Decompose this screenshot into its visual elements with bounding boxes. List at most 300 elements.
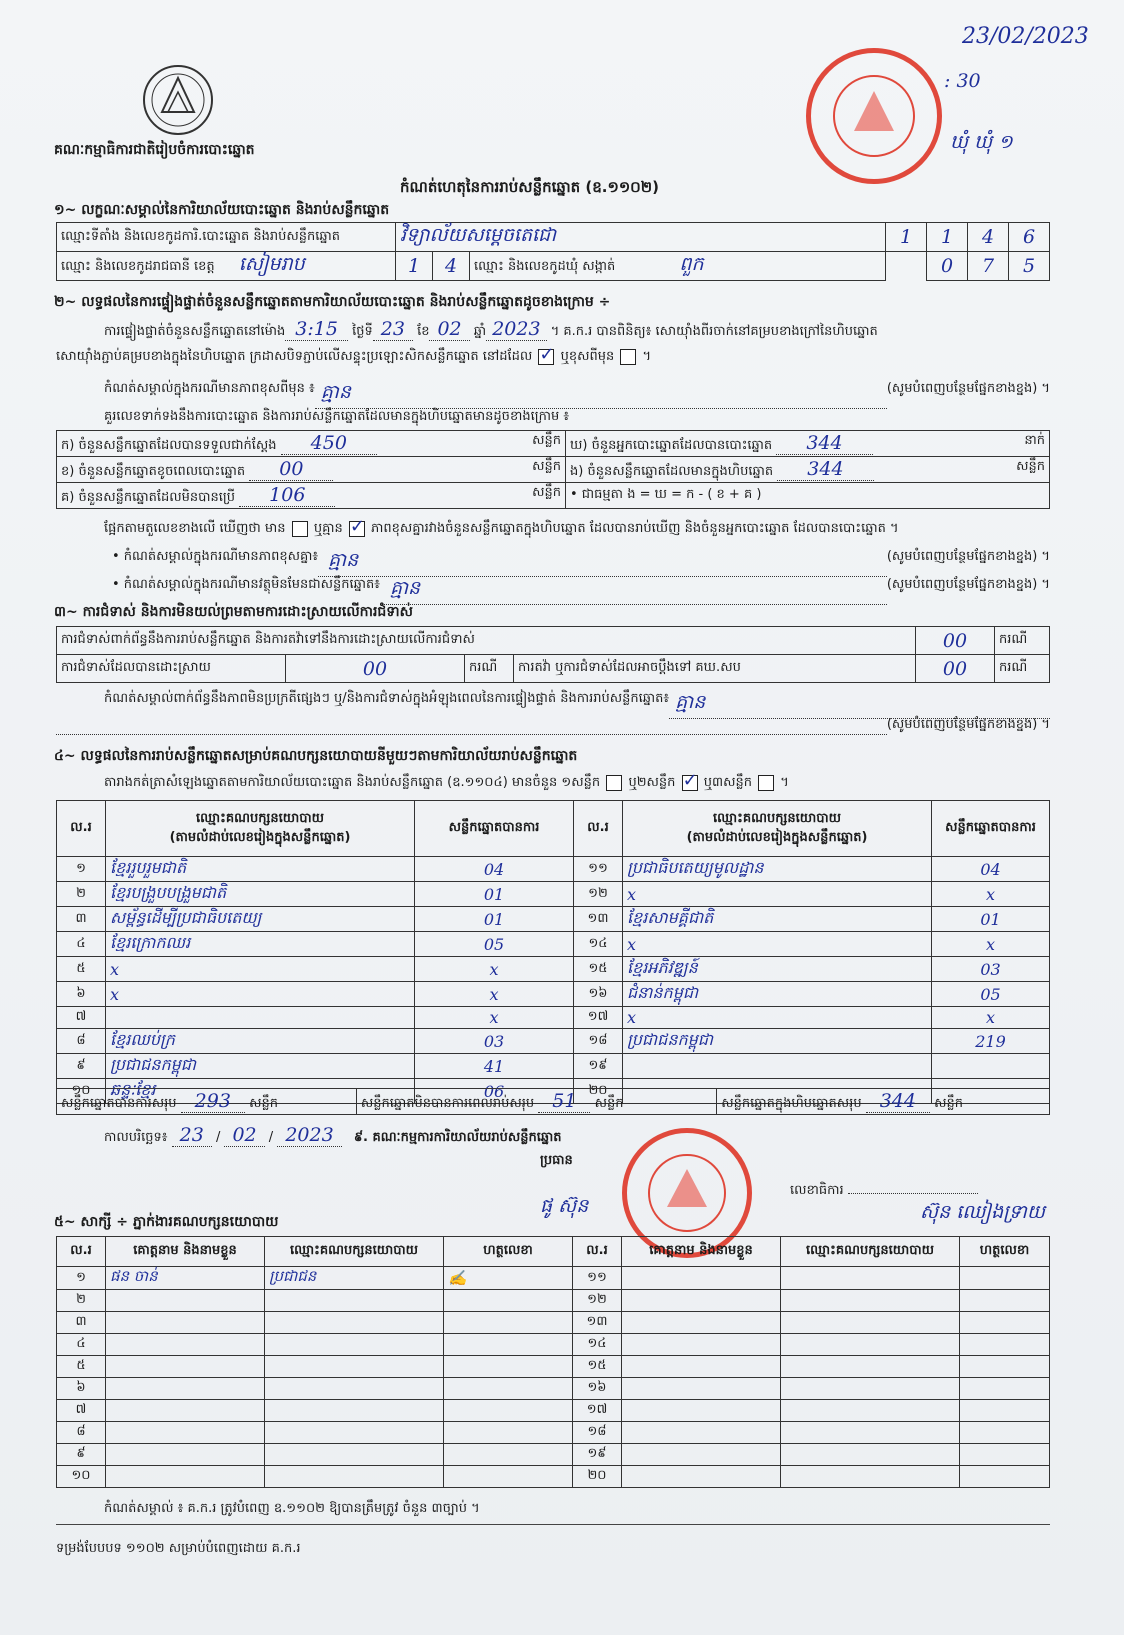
r1-code-2: 1 <box>927 223 968 252</box>
obj-suffix: (សូមបំពេញបន្ថែមផ្នែកខាងខ្នង) ។ <box>886 577 1050 592</box>
witness-signature <box>444 1334 573 1356</box>
witness-signature <box>960 1267 1050 1290</box>
witness-name <box>106 1444 265 1466</box>
witness-signature <box>960 1422 1050 1444</box>
witness-row <box>57 1400 1050 1422</box>
witness-signature <box>444 1356 573 1378</box>
witness-name <box>106 1356 265 1378</box>
witness-name <box>106 1466 265 1488</box>
witness-signature <box>960 1356 1050 1378</box>
committee-label: ៩. គណៈកម្មការការិយាល័យរាប់សន្លឹកឆ្នោត <box>353 1130 562 1145</box>
two-sheet-checkbox[interactable] <box>682 775 698 791</box>
verify-text-a: ការផ្ទៀងផ្ទាត់ចំនួនសន្លឹកឆ្នោតនៅម៉ោង <box>104 324 286 339</box>
result-no: ១២ <box>574 882 623 907</box>
date-label: កាលបរិច្ឆេទ៖ <box>104 1130 168 1145</box>
witness-signature <box>444 1422 573 1444</box>
result-votes: x <box>415 957 574 982</box>
ngo-label: ង) ចំនួនសន្លឹកឆ្នោតដែលមានក្នុងហិបឆ្នោត <box>570 463 774 479</box>
result-votes: 04 <box>932 857 1050 882</box>
diff-label: • កំណត់សម្គាល់ក្នុងករណីមានភាពខុសគ្នា៖ <box>112 549 319 564</box>
result-row <box>57 857 1050 882</box>
ka-unit: សន្លឹក <box>532 432 561 448</box>
kho-label: ឃ) ចំនួនអ្នកបោះឆ្នោតដែលបានបោះឆ្នោត <box>570 437 773 453</box>
witness-signature <box>444 1444 573 1466</box>
witness-no: ៣ <box>57 1312 106 1334</box>
official-stamp-top <box>806 48 942 184</box>
verify-line1 <box>104 318 1050 342</box>
witness-no: ១០ <box>57 1466 106 1488</box>
kha-cell <box>57 457 566 483</box>
result-votes: 01 <box>415 907 574 932</box>
witness-name <box>622 1466 781 1488</box>
verify-line2-text: សោយ៉ាំងភ្ជាប់គម្របខាងក្នុងនៃហិបឆ្នោត ក្រដាសបិទភ្ជាប់លើសន្ទុះប្រឡោះសិកសន្លឹកឆ្នោត នៅដដែល <box>56 349 533 364</box>
wit-col-party-l: ឈ្មោះគណបក្សនយោបាយ <box>265 1237 444 1267</box>
witness-signature <box>444 1400 573 1422</box>
result-votes: 05 <box>932 982 1050 1007</box>
verify-month: 02 <box>429 318 469 341</box>
wit-col-name-r: គោត្តនាម និងនាមខ្លួន <box>622 1237 781 1267</box>
s3-note-line <box>104 690 1050 719</box>
witness-name <box>106 1378 265 1400</box>
result-party: ប្រជាជនកម្ពុជា <box>106 1054 415 1079</box>
witness-name <box>106 1422 265 1444</box>
ka-cell <box>57 431 566 457</box>
result-no: ៧ <box>57 1007 106 1029</box>
diff-line <box>112 548 1050 577</box>
result-party: x <box>623 932 932 957</box>
verify-text-e: ។ គ.ក.រ បានពិនិត្យ៖ សោយ៉ាំងពីរចាក់នៅគម្របខាងក្រៅនៃហិបឆ្នោត <box>550 324 878 339</box>
witness-name <box>106 1334 265 1356</box>
witness-party <box>265 1444 444 1466</box>
s3-note-value: គ្មាន <box>669 690 1050 719</box>
res-col-votes-r: សន្លឹកឆ្នោតបានការ <box>932 801 1050 857</box>
document-title: កំណត់ហេតុនៃការរាប់សន្លឹកឆ្នោត (ឧ.១១០២) <box>400 178 660 196</box>
result-votes: x <box>932 1007 1050 1029</box>
note1-line <box>104 380 1050 409</box>
witness-row <box>57 1312 1050 1334</box>
witness-signature <box>444 1466 573 1488</box>
res-col-party-l <box>106 801 415 857</box>
section5-heading: ៥~ សាក្សី ÷ ភ្នាក់ងារគណបក្សនយោបាយ <box>54 1214 279 1230</box>
result-votes: 03 <box>415 1029 574 1054</box>
witness-row <box>57 1422 1050 1444</box>
res-col-party-l-1: ឈ្មោះគណបក្សនយោបាយ <box>196 810 324 826</box>
r2-label2-text: ឈ្មោះ និងលេខកូដឃុំ សង្កាត់ <box>474 259 616 274</box>
ngo-cell <box>566 457 1050 483</box>
witness-party <box>781 1334 960 1356</box>
result-party: ខ្មែរឈប់ក្រ <box>106 1029 415 1054</box>
total-invalid: 51 <box>538 1090 590 1113</box>
res-col-party-l-2: (តាមលំដាប់លេខរៀងក្នុងសន្លឹកឆ្នោត) <box>169 829 351 845</box>
witness-row <box>57 1444 1050 1466</box>
result-party: ឆន្ទៈខ្មែរ <box>106 1079 415 1104</box>
chair-signature: ផូ ស៊ុន <box>540 1195 589 1217</box>
kho-value: 344 <box>776 432 872 455</box>
section3-table <box>56 626 1050 683</box>
kha-value: 00 <box>249 458 333 481</box>
witness-party <box>781 1400 960 1422</box>
handwritten-note: ឃុំ ឃុំ ១ <box>950 131 1013 153</box>
verify-day: 23 <box>373 318 413 341</box>
compare-b: ឬគ្មាន <box>313 521 343 536</box>
footer-note: កំណត់សម្គាល់ ៖ គ.ក.រ ត្រូវបំពេញ ឧ.១១០២ ឱ្យបានត្រឹមត្រូវ ចំនួន ៣ច្បាប់ ។ <box>104 1501 480 1516</box>
witness-row <box>57 1267 1050 1290</box>
wit-col-no-l: ល.រ <box>57 1237 106 1267</box>
obj-line <box>112 576 1050 605</box>
witness-party <box>781 1312 960 1334</box>
result-party: ខ្មែររួបរួមជាតិ <box>106 857 415 882</box>
note1-suffix: (សូមបំពេញបន្ថែមផ្នែកខាងខ្នង) ។ <box>886 381 1050 396</box>
section1-table <box>56 222 1050 281</box>
witness-signature <box>960 1290 1050 1312</box>
results-table <box>56 800 1050 1104</box>
result-no: ១៨ <box>574 1029 623 1054</box>
result-row <box>57 1007 1050 1029</box>
totals-table <box>56 1088 1050 1115</box>
compare-line <box>104 520 1050 539</box>
result-party: ខ្មែរបង្រួបបង្រួមជាតិ <box>106 882 415 907</box>
witness-party <box>265 1290 444 1312</box>
verify-time: 3:15 <box>285 318 348 341</box>
result-no: ១៥ <box>574 957 623 982</box>
result-row <box>57 882 1050 907</box>
witness-party <box>781 1290 960 1312</box>
ka-value: 450 <box>281 432 377 455</box>
result-party: ខ្មែរក្រោកឈរ <box>106 932 415 957</box>
witness-no: ៥ <box>57 1356 106 1378</box>
witness-name <box>106 1312 265 1334</box>
r2-label-text: ឈ្មោះ និងលេខកូដរាជធានី ខេត្ត <box>61 259 215 274</box>
witness-name <box>622 1378 781 1400</box>
r2-label2 <box>470 252 886 281</box>
r1-code-3: 4 <box>968 223 1009 252</box>
witness-signature <box>444 1312 573 1334</box>
witness-name <box>622 1400 781 1422</box>
witness-party <box>265 1422 444 1444</box>
witness-party <box>265 1466 444 1488</box>
secretary-label: លេខាធិការ <box>790 1183 844 1198</box>
result-no: ១៣ <box>574 907 623 932</box>
s3-note-suffix: (សូមបំពេញបន្ថែមផ្នែកខាងខ្នង) ។ <box>886 717 1050 732</box>
witness-party <box>265 1356 444 1378</box>
note1-value: គ្មាន <box>315 380 887 409</box>
verify-text-d: ឆ្នាំ <box>473 324 487 339</box>
footer-divider <box>56 1524 1050 1525</box>
s3-r2-label2: ការតវ៉ា ឬការជំទាស់ដែលអាចប្ដឹងទៅ គឃ.សប <box>514 655 916 683</box>
kha-label: ខ) ចំនួនសន្លឹកឆ្នោតខូចពេលបោះឆ្នោត <box>61 463 246 479</box>
witness-no: ៤ <box>57 1334 106 1356</box>
wit-col-name-l: គោត្តនាម និងនាមខ្លួន <box>106 1237 265 1267</box>
date-line: កាលបរិច្ឆេទ៖ 23 / 02 / 2023 ៩. គណៈកម្មការការិយាល័យរាប់សន្លឹកឆ្នោត <box>104 1124 562 1146</box>
result-party: x <box>623 882 932 907</box>
witness-signature <box>444 1290 573 1312</box>
r2-value2: ពួក <box>679 253 704 275</box>
r2-code2-1: 0 <box>927 252 968 281</box>
witness-no: ៩ <box>57 1444 106 1466</box>
r1-code-1: 1 <box>886 223 927 252</box>
witness-party <box>781 1378 960 1400</box>
result-party: ជំនាន់កម្ពុជា <box>623 982 932 1007</box>
ngo-value: 344 <box>777 458 873 481</box>
result-row <box>57 1029 1050 1054</box>
handwritten-date: 23/02/2023 <box>962 24 1089 49</box>
verify-text-c: ខែ <box>417 324 430 339</box>
res-col-votes-l: សន្លឹកឆ្នោតបានការ <box>415 801 574 857</box>
total-box-cell <box>717 1089 1050 1115</box>
witness-no: ១៣ <box>573 1312 622 1334</box>
witness-party <box>781 1444 960 1466</box>
witness-name <box>622 1312 781 1334</box>
witness-party <box>781 1466 960 1488</box>
result-no: ៩ <box>57 1054 106 1079</box>
witness-no: ១៥ <box>573 1356 622 1378</box>
result-party <box>106 1007 415 1029</box>
witness-table <box>56 1236 1050 1488</box>
total-invalid-unit: សន្លឹក <box>594 1095 624 1111</box>
result-votes: 01 <box>415 882 574 907</box>
wit-col-sign-r: ហត្ថលេខា <box>960 1237 1050 1267</box>
section3-heading: ៣~ ការជំទាស់ និងការមិនយល់ព្រមតាមការដោះស្រាយលើការជំទាស់ <box>54 604 413 620</box>
date-year: 2023 <box>277 1124 341 1147</box>
result-party: ប្រជាជនកម្ពុជា <box>623 1029 932 1054</box>
witness-name <box>622 1334 781 1356</box>
same-checkbox[interactable] <box>538 349 554 365</box>
result-no: ៥ <box>57 957 106 982</box>
result-row <box>57 1054 1050 1079</box>
result-no: ៤ <box>57 932 106 957</box>
obj-value: គ្មាន <box>380 576 887 605</box>
r2-code-1: 1 <box>396 252 433 281</box>
compare-a: ផ្អែកតាមតួលេខខាងលើ ឃើញថា មាន <box>104 521 286 536</box>
witness-row <box>57 1378 1050 1400</box>
chair-label: ប្រធាន <box>540 1153 573 1168</box>
obj-label: • កំណត់សម្គាល់ក្នុងករណីមានវត្ថុមិនមែនជាសន្លឹកឆ្នោត៖ <box>112 577 380 592</box>
section1-heading: ១~ លក្ខណៈសម្គាល់នៃការិយាល័យបោះឆ្នោត និងរាប់សន្លឹកឆ្នោត <box>54 202 390 218</box>
witness-party <box>781 1267 960 1290</box>
ko-cell <box>57 483 566 509</box>
total-valid-cell <box>57 1089 357 1115</box>
s3-note-line2 <box>56 716 1050 735</box>
diff-value: គ្មាន <box>318 548 887 577</box>
res-col-party-r-2: (តាមលំដាប់លេខរៀងក្នុងសន្លឹកឆ្នោត) <box>686 829 868 845</box>
result-party: x <box>106 957 415 982</box>
total-valid-label: សន្លឹកឆ្នោតបានការសរុប <box>61 1095 177 1111</box>
s3-note-label: កំណត់សម្គាល់ពាក់ព័ន្ធនឹងភាពមិនប្រក្រតីផ្សេងៗ ឬ/និងការជំទាស់ក្នុងអំឡុងពេលនៃការផ្ទៀងផ្ទាត់ និងការរាប់សន្លឹកឆ្នោត៖ <box>104 691 670 706</box>
result-votes <box>932 1054 1050 1079</box>
result-row <box>57 932 1050 957</box>
note1-label: កំណត់សម្គាល់ក្នុងករណីមានភាពខុសពីមុន ៖ <box>104 381 315 396</box>
form-note: ទម្រង់បែបបទ ១១០២ សម្រាប់បំពេញដោយ គ.ក.រ <box>56 1541 301 1556</box>
witness-signature <box>444 1378 573 1400</box>
result-no: ៣ <box>57 907 106 932</box>
result-row <box>57 957 1050 982</box>
result-party <box>623 1054 932 1079</box>
result-votes: 41 <box>415 1054 574 1079</box>
secretary-line <box>790 1182 978 1201</box>
has-diff-checkbox[interactable] <box>292 521 308 537</box>
diff-suffix: (សូមបំពេញបន្ថែមផ្នែកខាងខ្នង) ។ <box>886 549 1050 564</box>
ngo-unit: សន្លឹក <box>1016 458 1045 474</box>
ko-label: គ) ចំនួនសន្លឹកឆ្នោតដែលមិនបានប្រើ <box>61 489 235 505</box>
witness-signature: ✍ <box>444 1267 573 1290</box>
s4-intro-text: តារាងកត់ត្រាសំឡេងឆ្នោតតាមការិយាល័យបោះឆ្នោត និងរាប់សន្លឹកឆ្នោត (ឧ.១១០៤) មានចំនួន ១សន្លឹក <box>104 775 601 790</box>
witness-no: ១ <box>57 1267 106 1290</box>
changed-checkbox[interactable] <box>620 349 636 365</box>
s3-r2-value2: 00 <box>916 655 995 683</box>
s3-r2-value: 00 <box>286 655 465 683</box>
witness-no: ១៧ <box>573 1400 622 1422</box>
date-day: 23 <box>172 1124 212 1147</box>
result-no: ២ <box>57 882 106 907</box>
witness-name <box>106 1290 265 1312</box>
r1-code-4: 6 <box>1009 223 1050 252</box>
verify-text-b: ថ្ងៃទី <box>352 324 373 339</box>
no-diff-checkbox[interactable] <box>349 521 365 537</box>
ko-unit: សន្លឹក <box>532 484 561 500</box>
witness-signature <box>960 1378 1050 1400</box>
result-votes: x <box>932 932 1050 957</box>
witness-row <box>57 1290 1050 1312</box>
s4-intro: តារាងកត់ត្រាសំឡេងឆ្នោតតាមការិយាល័យបោះឆ្នោត និងរាប់សន្លឹកឆ្នោត (ឧ.១១០៤) មានចំនួន ១សន្លឹក ឬ២សន្លឹក ✓ ឬ៣សន្លឹក ។ <box>104 774 789 793</box>
org-name: គណៈកម្មាធិការជាតិរៀបចំការបោះឆ្នោត <box>54 142 255 158</box>
s3-r2-unit: ករណី <box>465 655 514 683</box>
result-row <box>57 982 1050 1007</box>
result-votes: x <box>932 882 1050 907</box>
total-invalid-cell <box>356 1089 716 1115</box>
total-valid-unit: សន្លឹក <box>249 1095 278 1111</box>
r2-code2-2: 7 <box>968 252 1009 281</box>
section4-heading: ៤~ លទ្ធផលនៃការរាប់សន្លឹកឆ្នោតសម្រាប់គណបក្សនយោបាយនីមួយៗតាមការិយាល័យរាប់សន្លឹកឆ្នោត <box>54 748 578 764</box>
handwritten-time: : 30 <box>944 70 981 92</box>
result-no: ១១ <box>574 857 623 882</box>
verify-line2-b: ឬខុសពីមុន <box>560 349 615 364</box>
three-sheet-checkbox[interactable] <box>758 775 774 791</box>
s4-intro-c: ឬ៣សន្លឹក <box>703 775 752 790</box>
witness-no: ១៨ <box>573 1422 622 1444</box>
s3-r2-unit2: ករណី <box>995 655 1050 683</box>
result-no: ៨ <box>57 1029 106 1054</box>
result-votes: 05 <box>415 932 574 957</box>
total-box-label: សន្លឹកឆ្នោតក្នុងហិបឆ្នោតសរុប <box>721 1095 862 1111</box>
witness-name <box>622 1267 781 1290</box>
date-month: 02 <box>224 1124 264 1147</box>
s3-r2-label: ការជំទាស់ដែលបានដោះស្រាយ <box>57 655 286 683</box>
witness-no: ៧ <box>57 1400 106 1422</box>
wit-col-no-r: ល.រ <box>573 1237 622 1267</box>
witness-row <box>57 1356 1050 1378</box>
one-sheet-checkbox[interactable] <box>606 775 622 791</box>
result-party: ខ្មែរអភិវឌ្ឍន៍ <box>623 957 932 982</box>
r2-code-2: 4 <box>433 252 470 281</box>
result-votes: 04 <box>415 857 574 882</box>
witness-no: ៨ <box>57 1422 106 1444</box>
total-valid: 293 <box>181 1090 245 1113</box>
witness-name: ផន ចាន់ <box>106 1267 265 1290</box>
total-box-unit: សន្លឹក <box>934 1095 964 1111</box>
witness-party <box>265 1312 444 1334</box>
count-table <box>56 430 1050 509</box>
witness-no: ២ <box>57 1290 106 1312</box>
result-votes: x <box>415 1007 574 1029</box>
kho-unit: នាក់ <box>1024 432 1045 448</box>
r2-label <box>57 252 396 281</box>
total-invalid-label: សន្លឹកឆ្នោតមិនបានការពេលរាប់សរុប <box>360 1095 535 1111</box>
result-party: x <box>623 1007 932 1029</box>
witness-signature <box>960 1466 1050 1488</box>
result-votes: 01 <box>932 907 1050 932</box>
result-votes: x <box>415 982 574 1007</box>
witness-no: ២០ <box>573 1466 622 1488</box>
witness-party <box>265 1378 444 1400</box>
res-col-no-l: ល.រ <box>57 801 106 857</box>
result-votes: 219 <box>932 1029 1050 1054</box>
r2-value: សៀមរាប <box>238 253 305 275</box>
result-votes: 06 <box>415 1079 574 1104</box>
result-no: ១៦ <box>574 982 623 1007</box>
para-line: គួរលេខទាក់ទងនឹងការបោះឆ្នោត និងការរាប់សន្លឹកឆ្នោតដែលមានក្នុងហិបឆ្នោតមានដូចខាងក្រោម ៖ <box>104 409 570 424</box>
witness-no: ១១ <box>573 1267 622 1290</box>
ko-value: 106 <box>239 484 335 507</box>
result-no: ១០ <box>57 1079 106 1104</box>
total-box: 344 <box>866 1090 930 1113</box>
result-party: ប្រជាធិបតេយ្យមូលដ្ឋាន <box>623 857 932 882</box>
wit-col-sign-l: ហត្ថលេខា <box>444 1237 573 1267</box>
witness-name <box>622 1290 781 1312</box>
s4-intro-b: ឬ២សន្លឹក <box>628 775 676 790</box>
witness-no: ១៦ <box>573 1378 622 1400</box>
witness-no: ១៤ <box>573 1334 622 1356</box>
witness-party <box>265 1400 444 1422</box>
s3-r1-unit: ករណី <box>995 627 1050 655</box>
section2-heading: ២~ លទ្ធផលនៃការផ្ទៀងផ្ទាត់ចំនួនសន្លឹកឆ្នោតតាមការិយាល័យបោះឆ្នោត និងរាប់សន្លឹកឆ្នោតដូចខាងក្រោម ÷ <box>54 294 611 310</box>
witness-no: ១៩ <box>573 1444 622 1466</box>
res-col-party-r-1: ឈ្មោះគណបក្សនយោបាយ <box>713 810 841 826</box>
kho-cell <box>566 431 1050 457</box>
witness-signature <box>960 1312 1050 1334</box>
witness-no: ១២ <box>573 1290 622 1312</box>
result-no: ៦ <box>57 982 106 1007</box>
witness-signature <box>960 1400 1050 1422</box>
r1-label: ឈ្មោះទីតាំង និងលេខកូដការិ.បោះឆ្នោត និងរាប់សន្លឹកឆ្នោត <box>57 223 396 252</box>
emblem-logo <box>140 62 216 138</box>
verify-line2: សោយ៉ាំងភ្ជាប់គម្របខាងក្នុងនៃហិបឆ្នោត ក្រដាសបិទភ្ជាប់លើសន្ទុះប្រឡោះសិកសន្លឹកឆ្នោត នៅដដែល ✓ ឬខុសពីមុន ។ <box>56 348 651 367</box>
compare-c: ភាពខុសគ្នារវាងចំនួនសន្លឹកឆ្នោតក្នុងហិបឆ្នោត ដែលបានរាប់ឃើញ និងចំនួនអ្នកបោះឆ្នោត ដែលបានបោះឆ្នោត ។ <box>371 521 899 536</box>
s3-r1-label: ការជំទាស់ពាក់ព័ន្ធនឹងការរាប់សន្លឹកឆ្នោត និងការតវ៉ាទៅនឹងការដោះស្រាយលើការជំទាស់ <box>57 627 916 655</box>
s3-r1-value: 00 <box>916 627 995 655</box>
witness-no: ៦ <box>57 1378 106 1400</box>
witness-name <box>622 1444 781 1466</box>
witness-name <box>622 1356 781 1378</box>
witness-name <box>622 1422 781 1444</box>
r1-value: វិទ្យាល័យសម្ដេចតេជោ <box>396 223 886 252</box>
witness-name <box>106 1400 265 1422</box>
witness-row <box>57 1466 1050 1488</box>
witness-signature <box>960 1444 1050 1466</box>
witness-party: ប្រជាជន <box>265 1267 444 1290</box>
result-party: x <box>106 982 415 1007</box>
kha-unit: សន្លឹក <box>532 458 561 474</box>
result-party: សម្ព័ន្ធដើម្បីប្រជាធិបតេយ្យ <box>106 907 415 932</box>
res-col-party-r <box>623 801 932 857</box>
r2-code2-3: 5 <box>1009 252 1050 281</box>
witness-party <box>781 1422 960 1444</box>
formula-cell: • ជាធម្មតា ង = ឃ = ក - ( ខ + គ ) <box>566 483 1050 509</box>
result-no: ២០ <box>574 1079 623 1104</box>
wit-col-party-r: ឈ្មោះគណបក្សនយោបាយ <box>781 1237 960 1267</box>
witness-party <box>265 1334 444 1356</box>
result-party: ខ្មែរសាមគ្គីជាតិ <box>623 907 932 932</box>
witness-party <box>781 1356 960 1378</box>
